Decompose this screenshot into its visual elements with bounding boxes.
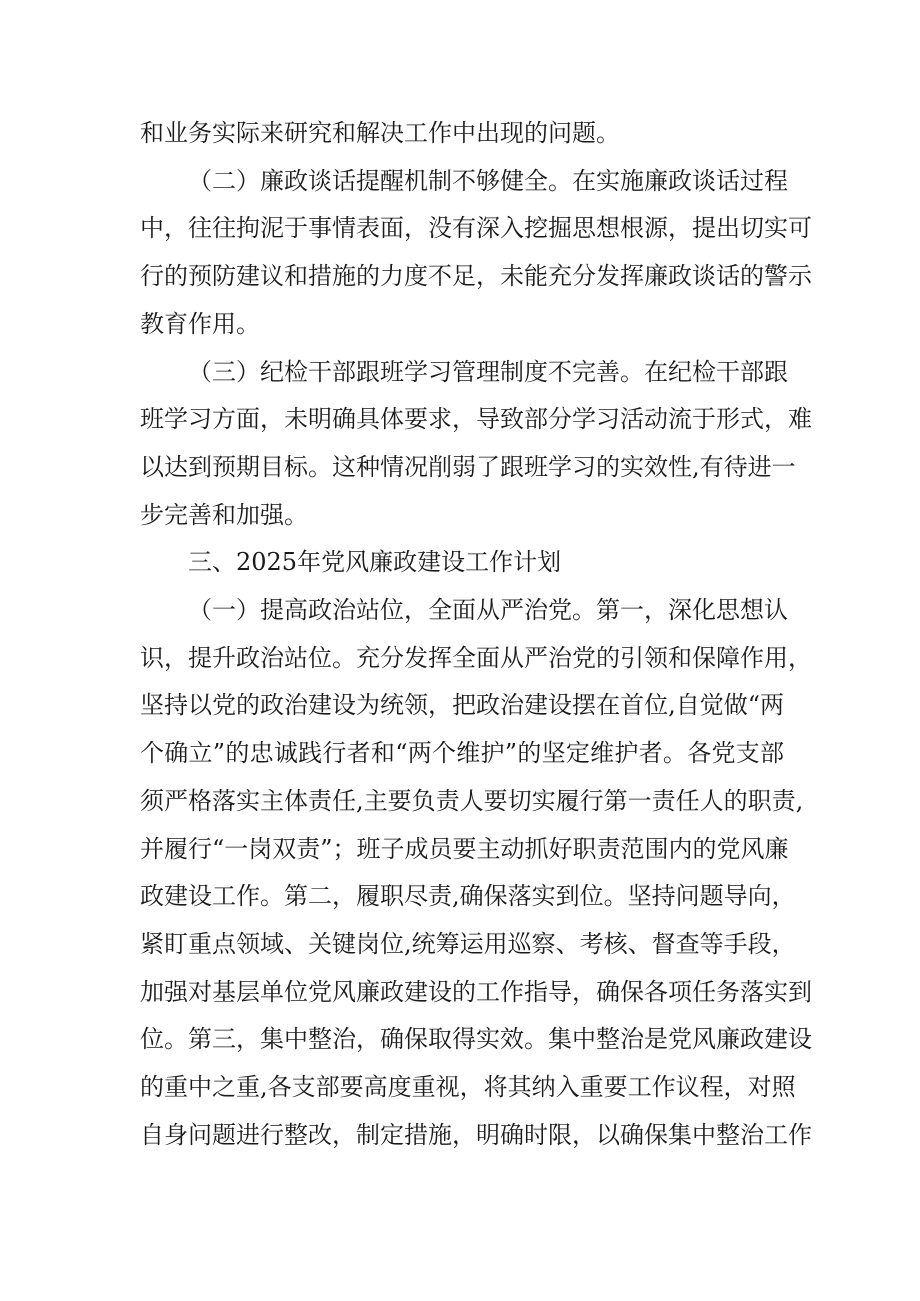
text-line: 识，提升政治站位。充分发挥全面从严治党的引领和保障作用， xyxy=(140,644,812,672)
text-line: 和业务实际来研究和解决工作中出现的问题。 xyxy=(140,119,620,147)
text-line: 教育作用。 xyxy=(140,310,260,338)
text-line: 坚持以党的政治建设为统领，把政治建设摆在首位,自觉做“两 xyxy=(140,691,784,719)
text-line: 三、2025年党风廉政建设工作计划 xyxy=(188,548,562,576)
text-line: （一）提高政治站位，全面从严治党。第一，深化思想认 xyxy=(188,596,788,624)
text-line: 加强对基层单位党风廉政建设的工作指导，确保各项任务落实到 xyxy=(140,978,812,1006)
text-line: 的重中之重,各支部要高度重视，将其纳入重要工作议程，对照 xyxy=(140,1073,796,1101)
text-line: 并履行“一岗双责”；班子成员要主动抓好职责范围内的党风廉 xyxy=(140,835,789,863)
text-line: 政建设工作。第二，履职尽责,确保落实到位。坚持问题导向， xyxy=(140,882,796,910)
text-line: 位。第三，集中整治，确保取得实效。集中整治是党风廉政建设 xyxy=(140,1025,812,1053)
text-line: 班学习方面，未明确具体要求，导致部分学习活动流于形式，难 xyxy=(140,405,812,433)
text-line: 个确立”的忠诚践行者和“两个维护”的坚定维护者。各党支部 xyxy=(140,739,784,767)
text-line: 步完善和加强。 xyxy=(140,501,308,529)
text-line: （二）廉政谈话提醒机制不够健全。在实施廉政谈话过程 xyxy=(188,167,788,195)
text-line: 以达到预期目标。这种情况削弱了跟班学习的实效性,有待进一 xyxy=(140,453,796,481)
text-line: 紧盯重点领域、关键岗位,统筹运用巡察、考核、督查等手段， xyxy=(140,930,796,958)
text-line: 自身问题进行整改，制定措施，明确时限，以确保集中整治工作 xyxy=(140,1121,812,1149)
text-line: 行的预防建议和措施的力度不足，未能充分发挥廉政谈话的警示 xyxy=(140,262,812,290)
text-line: 中，往往拘泥于事情表面，没有深入挖掘思想根源，提出切实可 xyxy=(140,214,812,242)
text-line: （三）纪检干部跟班学习管理制度不完善。在纪检干部跟 xyxy=(188,358,788,386)
text-line: 须严格落实主体责任,主要负责人要切实履行第一责任人的职责, xyxy=(140,787,804,815)
